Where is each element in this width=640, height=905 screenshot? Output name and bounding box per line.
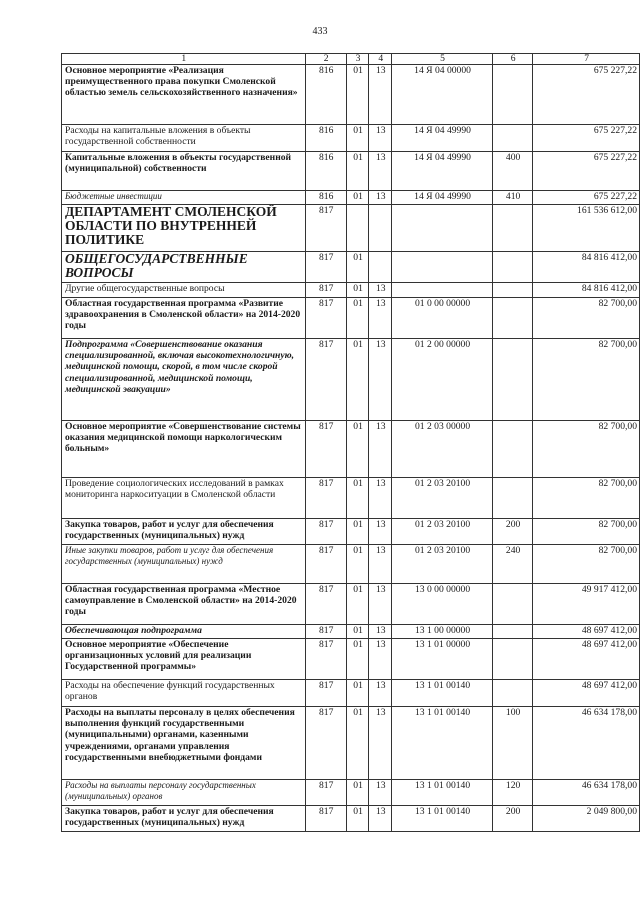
expense-type-code: [493, 298, 533, 339]
table-row: [62, 152, 640, 191]
amount: 675 227,22: [533, 191, 640, 205]
subsection-code: 13: [369, 519, 392, 545]
subsection-code: 13: [369, 152, 392, 191]
column-number: 5: [392, 54, 493, 65]
ministry-code: 817: [305, 680, 346, 707]
table-row: [62, 339, 640, 421]
table-row: [62, 65, 640, 125]
section-code: 01: [346, 780, 369, 806]
budget-table: [61, 53, 640, 832]
expense-type-code: [493, 283, 533, 298]
table-row: [62, 639, 640, 680]
row-name: Капитальные вложения в объекты государственной (муниципальной) собственности: [62, 152, 306, 191]
row-name: Бюджетные инвестиции: [62, 191, 306, 205]
subsection-code: 13: [369, 298, 392, 339]
table-row: [62, 625, 640, 639]
row-name: Подпрограмма «Совершенствование оказания специализированной, включая высокотехнологичную, медицинской помощи, скорой, в том числе скорой специализированной, медицинской помощи, медицинской эвакуации»: [62, 339, 306, 421]
subsection-code: 13: [369, 780, 392, 806]
table-row: [62, 806, 640, 832]
subsection-code: 13: [369, 806, 392, 832]
amount: 675 227,22: [533, 152, 640, 191]
column-number-row: [62, 54, 640, 65]
section-code: 01: [346, 298, 369, 339]
ministry-code: 817: [305, 625, 346, 639]
subsection-code: 13: [369, 421, 392, 478]
target-article-code: 13 1 01 00000: [392, 639, 493, 680]
ministry-code: 816: [305, 65, 346, 125]
target-article-code: 01 2 00 00000: [392, 339, 493, 421]
section-code: [346, 205, 369, 252]
expense-type-code: 400: [493, 152, 533, 191]
ministry-code: 817: [305, 639, 346, 680]
target-article-code: 14 Я 04 49990: [392, 152, 493, 191]
target-article-code: 01 2 03 20100: [392, 478, 493, 519]
ministry-code: 817: [305, 478, 346, 519]
section-code: 01: [346, 252, 369, 283]
section-code: 01: [346, 125, 369, 152]
expense-type-code: [493, 639, 533, 680]
row-name: Основное мероприятие «Обеспечение организационных условий для реализации Государственной программы»: [62, 639, 306, 680]
ministry-code: 817: [305, 339, 346, 421]
row-name: Обеспечивающая подпрограмма: [62, 625, 306, 639]
ministry-code: 817: [305, 584, 346, 625]
ministry-code: 817: [305, 205, 346, 252]
amount: 46 634 178,00: [533, 707, 640, 780]
row-name: Расходы на выплаты персоналу государственных (муниципальных) органов: [62, 780, 306, 806]
section-code: 01: [346, 806, 369, 832]
section-code: 01: [346, 545, 369, 584]
table-row: [62, 421, 640, 478]
table-row: [62, 252, 640, 283]
subsection-code: 13: [369, 283, 392, 298]
table-row: [62, 125, 640, 152]
target-article-code: [392, 205, 493, 252]
expense-type-code: [493, 125, 533, 152]
amount: 84 816 412,00: [533, 283, 640, 298]
section-code: 01: [346, 478, 369, 519]
row-name: Расходы на выплаты персоналу в целях обеспечения выполнения функций государственными (муниципальными) органами, казенными учреждениями, органами управления государственными внебюджетными фондами: [62, 707, 306, 780]
row-name: Основное мероприятие «Реализация преимущественного права покупки Смоленской областью земель сельскохозяйственного назначения»: [62, 65, 306, 125]
table-row: [62, 545, 640, 584]
target-article-code: 01 2 03 20100: [392, 519, 493, 545]
ministry-code: 817: [305, 780, 346, 806]
target-article-code: [392, 283, 493, 298]
amount: 46 634 178,00: [533, 780, 640, 806]
subsection-code: 13: [369, 65, 392, 125]
section-code: 01: [346, 152, 369, 191]
table-row: [62, 680, 640, 707]
target-article-code: 13 1 00 00000: [392, 625, 493, 639]
column-number: 7: [533, 54, 640, 65]
amount: 48 697 412,00: [533, 680, 640, 707]
section-code: 01: [346, 707, 369, 780]
row-name: Другие общегосударственные вопросы: [62, 283, 306, 298]
table-row: [62, 780, 640, 806]
row-name: Расходы на обеспечение функций государственных органов: [62, 680, 306, 707]
row-name: Областная государственная программа «Местное самоуправление в Смоленской области» на 2014-2020 годы: [62, 584, 306, 625]
expense-type-code: 200: [493, 806, 533, 832]
ministry-code: 817: [305, 806, 346, 832]
subsection-code: [369, 252, 392, 283]
table-row: [62, 478, 640, 519]
row-name: Расходы на капитальные вложения в объекты государственной собственности: [62, 125, 306, 152]
amount: 82 700,00: [533, 545, 640, 584]
expense-type-code: [493, 625, 533, 639]
amount: 48 697 412,00: [533, 639, 640, 680]
row-name: Основное мероприятие «Совершенствование системы оказания медицинской помощи наркологическим больным»: [62, 421, 306, 478]
table-row: [62, 205, 640, 252]
expense-type-code: [493, 680, 533, 707]
column-number: 1: [62, 54, 306, 65]
expense-type-code: [493, 584, 533, 625]
column-number: 3: [346, 54, 369, 65]
table-row: [62, 707, 640, 780]
expense-type-code: [493, 478, 533, 519]
section-code: 01: [346, 421, 369, 478]
row-name: Проведение социологических исследований в рамках мониторинга наркоситуации в Смоленской области: [62, 478, 306, 519]
column-number: 4: [369, 54, 392, 65]
section-code: 01: [346, 519, 369, 545]
row-name: Закупка товаров, работ и услуг для обеспечения государственных (муниципальных) нужд: [62, 806, 306, 832]
target-article-code: 13 1 01 00140: [392, 680, 493, 707]
subsection-code: 13: [369, 478, 392, 519]
subsection-code: 13: [369, 584, 392, 625]
subsection-code: 13: [369, 625, 392, 639]
target-article-code: [392, 252, 493, 283]
expense-type-code: 100: [493, 707, 533, 780]
section-code: 01: [346, 339, 369, 421]
section-code: 01: [346, 65, 369, 125]
target-article-code: 01 2 03 00000: [392, 421, 493, 478]
ministry-code: 817: [305, 252, 346, 283]
target-article-code: 14 Я 04 49990: [392, 125, 493, 152]
section-code: 01: [346, 283, 369, 298]
amount: 84 816 412,00: [533, 252, 640, 283]
amount: 82 700,00: [533, 421, 640, 478]
expense-type-code: [493, 65, 533, 125]
table-row: [62, 584, 640, 625]
table-row: [62, 191, 640, 205]
section-code: 01: [346, 625, 369, 639]
table-row: [62, 283, 640, 298]
row-name: Иные закупки товаров, работ и услуг для обеспечения государственных (муниципальных) нужд: [62, 545, 306, 584]
table-row: [62, 298, 640, 339]
target-article-code: 14 Я 04 49990: [392, 191, 493, 205]
amount: 161 536 612,00: [533, 205, 640, 252]
expense-type-code: 120: [493, 780, 533, 806]
expense-type-code: [493, 339, 533, 421]
target-article-code: 13 1 01 00140: [392, 806, 493, 832]
expense-type-code: 200: [493, 519, 533, 545]
target-article-code: 13 1 01 00140: [392, 780, 493, 806]
target-article-code: 13 1 01 00140: [392, 707, 493, 780]
subsection-code: 13: [369, 339, 392, 421]
target-article-code: 13 0 00 00000: [392, 584, 493, 625]
amount: 82 700,00: [533, 478, 640, 519]
amount: 82 700,00: [533, 339, 640, 421]
section-code: 01: [346, 680, 369, 707]
amount: 2 049 800,00: [533, 806, 640, 832]
section-code: 01: [346, 639, 369, 680]
amount: 675 227,22: [533, 125, 640, 152]
amount: 82 700,00: [533, 298, 640, 339]
subsection-code: [369, 205, 392, 252]
ministry-code: 816: [305, 191, 346, 205]
ministry-code: 816: [305, 152, 346, 191]
ministry-code: 817: [305, 519, 346, 545]
amount: 82 700,00: [533, 519, 640, 545]
expense-type-code: 240: [493, 545, 533, 584]
row-name: Закупка товаров, работ и услуг для обеспечения государственных (муниципальных) нужд: [62, 519, 306, 545]
ministry-code: 817: [305, 298, 346, 339]
expense-type-code: [493, 252, 533, 283]
subsection-code: 13: [369, 707, 392, 780]
section-code: 01: [346, 584, 369, 625]
target-article-code: 01 2 03 20100: [392, 545, 493, 584]
ministry-code: 817: [305, 283, 346, 298]
section-code: 01: [346, 191, 369, 205]
expense-type-code: [493, 205, 533, 252]
target-article-code: 01 0 00 00000: [392, 298, 493, 339]
subsection-code: 13: [369, 191, 392, 205]
column-number: 6: [493, 54, 533, 65]
subsection-code: 13: [369, 545, 392, 584]
row-name: ДЕПАРТАМЕНТ СМОЛЕНСКОЙ ОБЛАСТИ ПО ВНУТРЕННЕЙ ПОЛИТИКЕ: [62, 205, 306, 252]
ministry-code: 817: [305, 707, 346, 780]
page-number: 433: [312, 26, 328, 37]
expense-type-code: 410: [493, 191, 533, 205]
row-name: Областная государственная программа «Развитие здравоохранения в Смоленской области» на 2014-2020 годы: [62, 298, 306, 339]
ministry-code: 816: [305, 125, 346, 152]
subsection-code: 13: [369, 125, 392, 152]
ministry-code: 817: [305, 421, 346, 478]
target-article-code: 14 Я 04 00000: [392, 65, 493, 125]
table-row: [62, 519, 640, 545]
subsection-code: 13: [369, 639, 392, 680]
subsection-code: 13: [369, 680, 392, 707]
column-number: 2: [305, 54, 346, 65]
amount: 49 917 412,00: [533, 584, 640, 625]
ministry-code: 817: [305, 545, 346, 584]
row-name: ОБЩЕГОСУДАРСТВЕННЫЕ ВОПРОСЫ: [62, 252, 306, 283]
expense-type-code: [493, 421, 533, 478]
amount: 48 697 412,00: [533, 625, 640, 639]
amount: 675 227,22: [533, 65, 640, 125]
